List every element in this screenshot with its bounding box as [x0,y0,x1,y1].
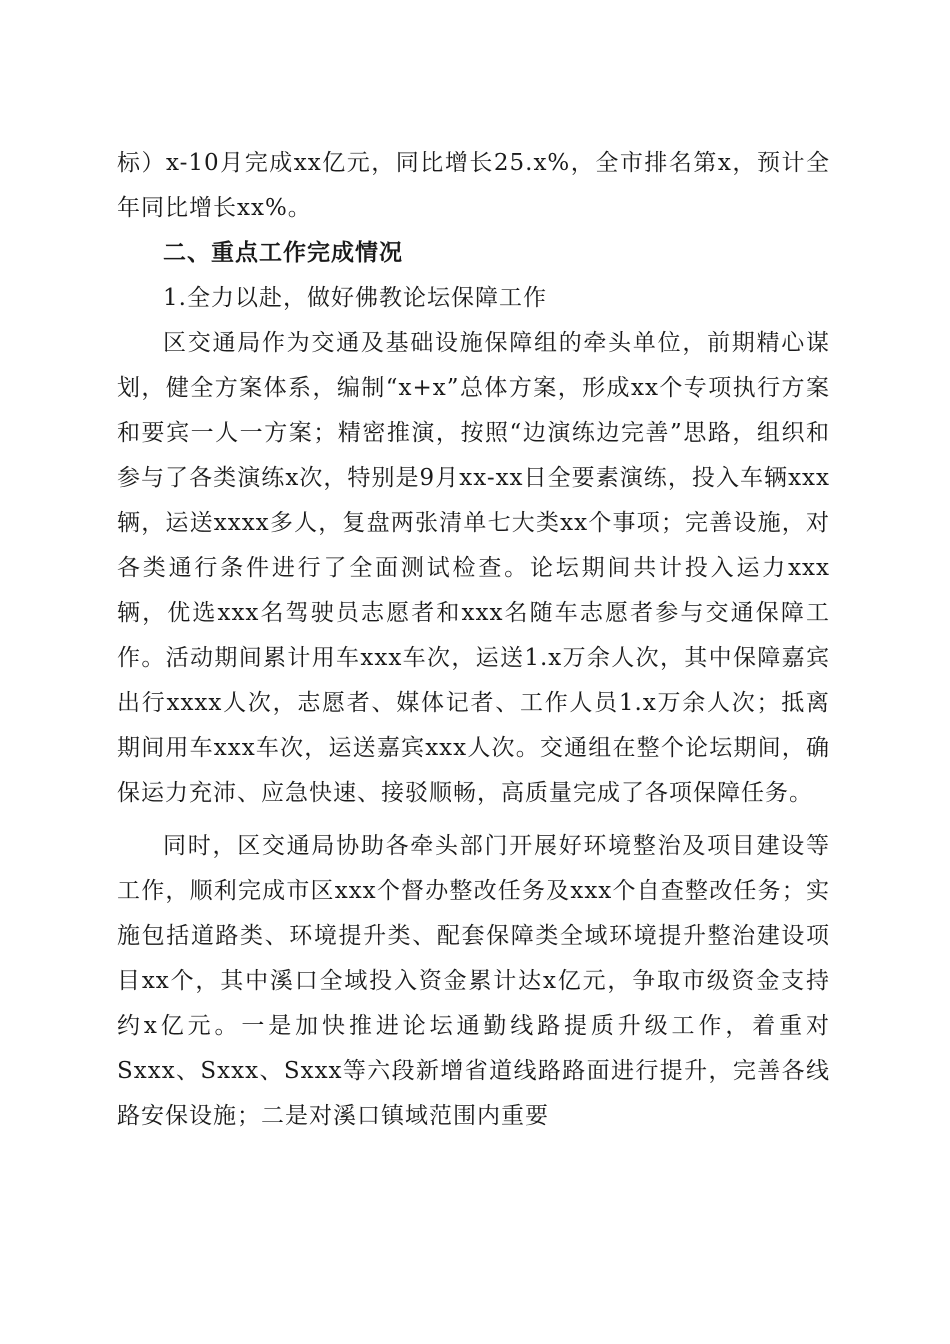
section-heading: 二、重点工作完成情况 [163,240,403,266]
subheading: 1.全力以赴，做好佛教论坛保障工作 [163,285,547,311]
body-paragraph-2: 同时，区交通局协助各牵头部门开展好环境整治及项目建设等工作，顺利完成市区xxx个督办整改任务及xxx个自查整改任务；实施包括道路类、环境提升类、配套保障类全域环境提升整治建设项目xx个，其中溪口全域投入资金累计达x亿元，争取市级资金支持约x亿元。一是加快推进论坛通勤线路提质升级工作，着重对Sxxx、Sxxx、Sxxx等六段新增省道线路路面进行提升，完善各线路安保设施；二是对溪口镇域范围内重要 [117,833,830,1129]
body-paragraph-1: 区交通局作为交通及基础设施保障组的牵头单位，前期精心谋划，健全方案体系，编制“x+x”总体方案，形成xx个专项执行方案和要宾一人一方案；精密推演，按照“边演练边完善”思路，组织和参与了各类演练x次，特别是9月xx-xx日全要素演练，投入车辆xxx辆，运送xxxx多人，复盘两张清单七大类xx个事项；完善设施，对各类通行条件进行了全面测试检查。论坛期间共计投入运力xxx辆，优选xxx名驾驶员志愿者和xxx名随车志愿者参与交通保障工作。活动期间累计用车xxx车次，运送1.x万余人次，其中保障嘉宾出行xxxx人次，志愿者、媒体记者、工作人员1.x万余人次；抵离期间用车xxx车次，运送嘉宾xxx人次。交通组在整个论坛期间，确保运力充沛、应急快速、接驳顺畅，高质量完成了各项保障任务。 [117,330,830,806]
document-body [117,141,830,1139]
continuation-paragraph: 标）x-10月完成xx亿元，同比增长25.x%，全市排名第x，预计全年同比增长xx%。 [117,150,831,221]
